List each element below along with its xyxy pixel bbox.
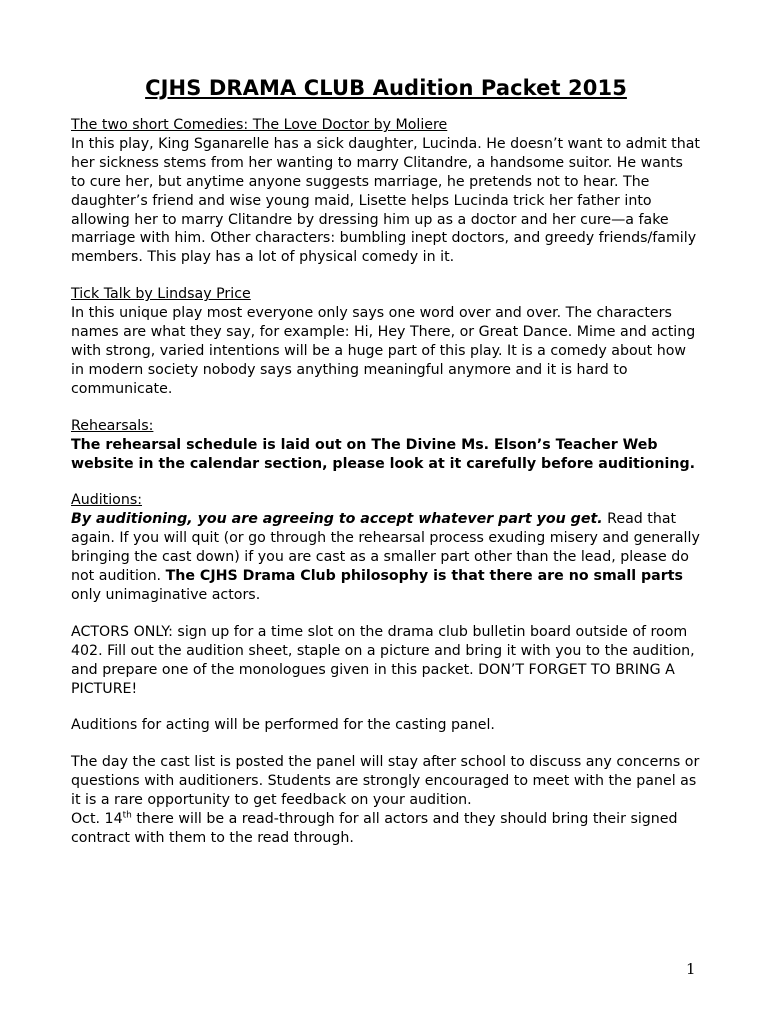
read-through-text: there will be a read-through for all actors and they should bring their signed contract with them to the read through.	[71, 811, 678, 846]
section-heading-tick-talk: Tick Talk by Lindsay Price	[71, 286, 251, 303]
section-body-love-doctor: In this play, King Sganarelle has a sick daughter, Lucinda. He doesn’t want to admit that her sickness stems from her wanting to marry Clitandre, a handsome suitor. He wants to cure her, but anytime anyone suggests marriage, he pretends not to hear. The daughter’s friend and wise young maid, Lisette helps Lucinda trick her father into allowing her to marry Clitandre by dressing him up as a doctor and her cure—a fake marriage with him. Other characters: bumbling inept doctors, and greedy friends/family members. This play has a lot of physical comedy in it.	[71, 135, 700, 266]
auditions-emphasis: By auditioning, you are agreeing to accept whatever part you get.	[71, 511, 603, 528]
auditions-philosophy: The CJHS Drama Club philosophy is that there are no small parts	[165, 568, 683, 585]
read-through-date: Oct. 14	[71, 811, 123, 828]
section-body-tick-talk: In this unique play most everyone only says one word over and over. The characters names are what they say, for example: Hi, Hey There, or Great Dance. Mime and acting with strong, varied intentions will be a huge part of this play. It is a comedy about how in modern society nobody says anything meaningful anymore and it is hard to communicate.	[71, 305, 696, 397]
section-auditions	[71, 491, 701, 604]
auditions-body-1: Read that again. If you will quit (or go through the rehearsal process exuding misery and generally bringing the cast down) if you are cast as a smaller part other than the lead, please do not audition.	[71, 511, 700, 585]
section-rehearsals	[71, 417, 701, 474]
cast-list-paragraph: The day the cast list is posted the panel will stay after school to discuss any concerns or questions with auditioners. Students are strongly encouraged to meet with the panel as it is a rare opportunity to get feedback on your audition.	[71, 754, 700, 809]
section-heading-love-doctor: The two short Comedies: The Love Doctor by Moliere	[71, 117, 448, 133]
section-body-auditions	[71, 510, 701, 605]
actors-only-paragraph: ACTORS ONLY: sign up for a time slot on the drama club bulletin board outside of room 402. Fill out the audition sheet, staple on a picture and bring it with you to the audition, and prepare one of the monologues given in this packet. DON’T FORGET TO BRING A PICTURE!	[71, 623, 695, 697]
section-body-rehearsals: The rehearsal schedule is laid out on The Divine Ms. Elson’s Teacher Web website in the calendar section, please look at it carefully before auditioning.	[71, 436, 695, 472]
section-love-doctor	[71, 116, 701, 267]
page-title: CJHS DRAMA CLUB Audition Packet 2015	[145, 76, 627, 100]
section-heading-auditions: Auditions:	[71, 492, 142, 509]
section-tick-talk	[71, 285, 701, 398]
page-number: 1	[686, 960, 696, 978]
page-content	[71, 74, 701, 848]
auditions-body-2: only unimaginative actors.	[71, 586, 261, 603]
read-through-paragraph	[71, 810, 701, 848]
read-through-date-suffix: th	[122, 810, 132, 821]
casting-panel-paragraph: Auditions for acting will be performed for the casting panel.	[71, 717, 495, 734]
section-heading-rehearsals: Rehearsals:	[71, 417, 154, 434]
